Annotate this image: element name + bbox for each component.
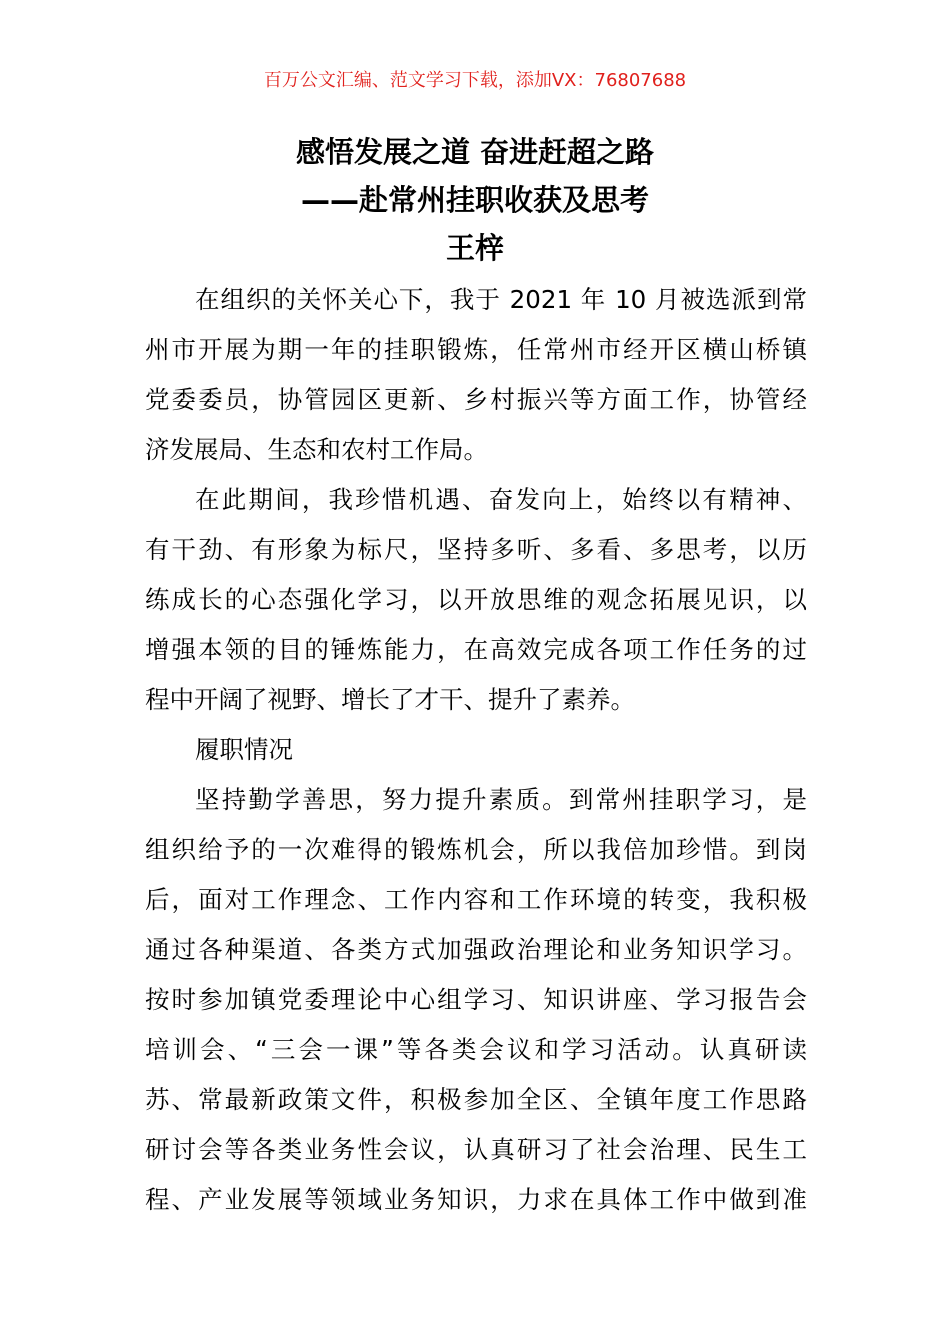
paragraph-line: 研讨会等各类业务性会议，认真研习了社会治理、民生工 xyxy=(145,1135,807,1164)
paragraph-line: 培训会、“三会一课”等各类会议和学习活动。认真研读 xyxy=(145,1035,807,1064)
paragraph-line: 程中开阔了视野、增长了才干、提升了素养。 xyxy=(145,685,635,714)
paragraph-line: 苏、常最新政策文件，积极参加全区、全镇年度工作思路 xyxy=(145,1085,807,1114)
download-notice: 百万公文汇编、范文学习下载，添加VX：76807688 xyxy=(263,70,687,91)
section-heading: 履职情况 xyxy=(195,735,293,764)
paragraph-line: 州市开展为期一年的挂职锻炼，任常州市经开区横山桥镇 xyxy=(145,335,807,364)
paragraph-line: 练成长的心态强化学习，以开放思维的观念拓展见识，以 xyxy=(145,585,807,614)
paragraph-line: 在此期间，我珍惜机遇、奋发向上，始终以有精神、 xyxy=(195,485,807,514)
paragraph-line: 通过各种渠道、各类方式加强政治理论和业务知识学习。 xyxy=(145,935,807,964)
paragraph-line: 组织给予的一次难得的锻炼机会，所以我倍加珍惜。到岗 xyxy=(145,835,807,864)
subtitle: ——赴常州挂职收获及思考 xyxy=(300,183,649,217)
paragraph-line: 在组织的关怀关心下，我于 2021 年 10 月被选派到常 xyxy=(195,285,807,314)
paragraph-line: 后，面对工作理念、工作内容和工作环境的转变，我积极 xyxy=(145,885,807,914)
paragraph-line: 济发展局、生态和农村工作局。 xyxy=(145,435,488,464)
paragraph-line: 按时参加镇党委理论中心组学习、知识讲座、学习报告会 xyxy=(145,985,807,1014)
paragraph-line: 程、产业发展等领域业务知识，力求在具体工作中做到准 xyxy=(145,1185,807,1214)
author-name: 王梓 xyxy=(445,231,504,265)
paragraph-line: 坚持勤学善思，努力提升素质。到常州挂职学习，是 xyxy=(195,785,807,814)
paragraph-line: 有干劲、有形象为标尺，坚持多听、多看、多思考，以历 xyxy=(145,535,807,564)
body-text xyxy=(145,275,807,1225)
main-title: 感悟发展之道 奋进赶超之路 xyxy=(295,135,655,169)
title-block xyxy=(0,128,950,272)
paragraph-line: 党委委员，协管园区更新、乡村振兴等方面工作，协管经 xyxy=(145,385,807,414)
paragraph-line: 增强本领的目的锤炼能力，在高效完成各项工作任务的过 xyxy=(145,635,807,664)
